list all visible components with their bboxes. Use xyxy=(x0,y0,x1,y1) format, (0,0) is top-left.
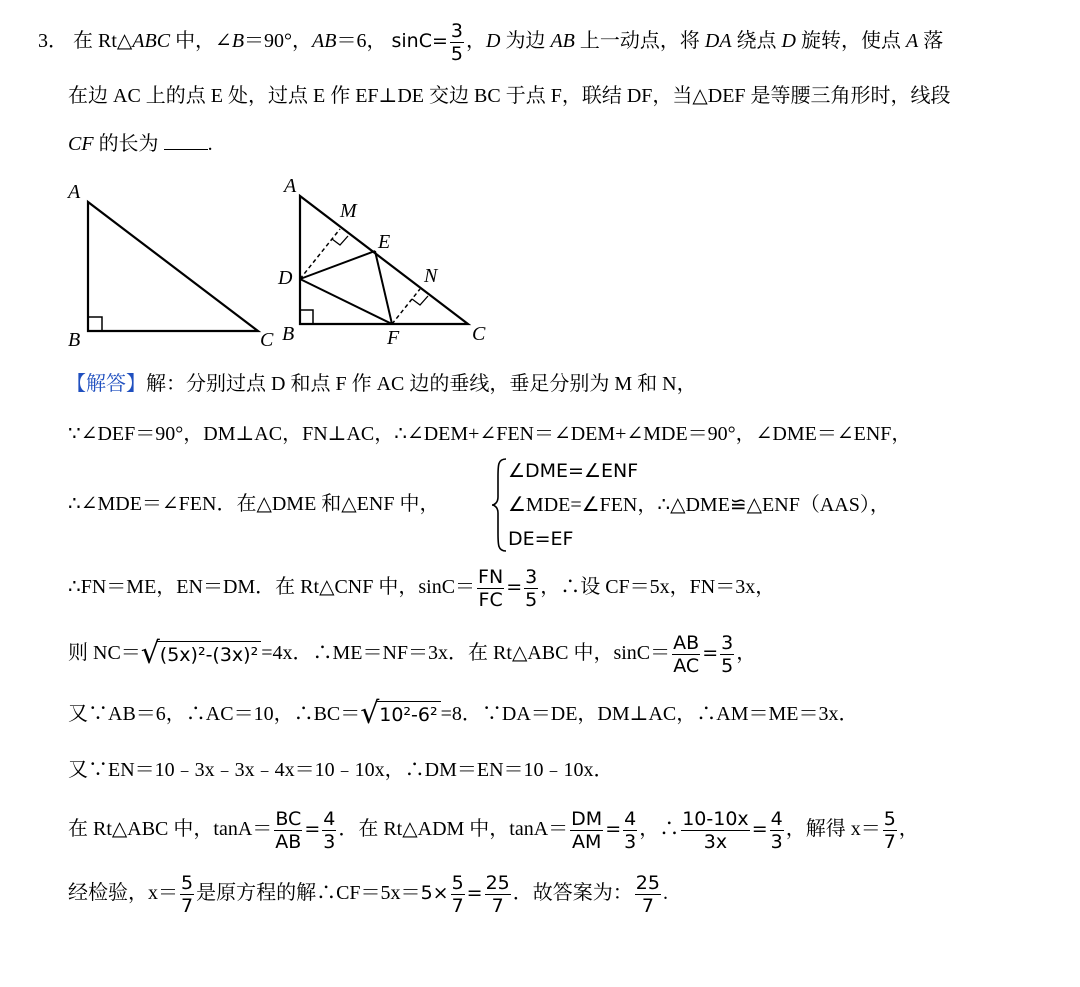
problem-line-1: 3． 在 Rt△ABC 中，∠B＝90°，AB＝6， sinC= $\frac{3}{5}$ ，D 为边 AB 上一动点，将 DA 绕点 D 旋转，使点 A 落 xyxy=(38,20,944,65)
solution-line-6: 又∵EN＝10﹣3x﹣3x﹣4x＝10﹣10x，∴DM＝EN＝10﹣10x． xyxy=(68,759,614,781)
solution-line-8: 经检验，x＝ $\frac{5}{7}$ 是原方程的解∴CF＝5x＝5× $\frac{5}{7}$ = $\frac{25}{7}$ ．故答案为： $\frac{25}{7}$ . xyxy=(68,872,668,917)
label2-B: B xyxy=(282,323,295,345)
solution-tag: 【解答】 xyxy=(66,373,146,395)
solution-line-7: 在 Rt△ABC 中，tanA＝ $\frac{BC}{AB}$ = $\frac{4}{3}$ ．在 Rt△ADM 中，tanA＝ $\frac{DM}{AM}$ = $\frac{4}{3}$ ，∴ $\frac{10-10x}{3x}$ = $\frac{4}{3}$ ，解得 x＝ $\frac{5}{7}$ ， xyxy=(68,808,919,853)
solution-line-4: 则 NC＝ √ (5x)²-(3x)² =4x．∴ME＝NF＝3x．在 Rt△ABC 中，sinC＝ $\frac{AB}{AC}$ = $\frac{3}{5}$ ， xyxy=(68,632,757,677)
problem-line-2: 在边 AC 上的点 E 处，过点 E 作 EF⊥DE 交边 BC 于点 F，联结 DF，当△DEF 是等腰三角形时，线段 xyxy=(68,85,951,107)
label-A: A xyxy=(68,181,81,203)
right-angle-mark xyxy=(88,317,102,331)
solution-line-5: 又∵AB＝6，∴AC＝10，∴BC＝ √ 10²-6² =8．∵DA＝DE，DM⊥AC，∴AM＝ME＝3x． xyxy=(68,696,859,732)
label-C: C xyxy=(260,329,274,351)
system-of-equations: ∠DME=∠ENF ∠MDE=∠FEN，∴△DME≌△ENF（AAS）， DE=EF xyxy=(508,460,890,550)
solution-intro: 【解答】解：分别过点 D 和点 F 作 AC 边的垂线，垂足分别为 M 和 N， xyxy=(66,373,697,395)
solution-line-2: ∴∠MDE＝∠FEN．在△DME 和△ENF 中， xyxy=(68,493,440,515)
label2-F: F xyxy=(387,327,400,349)
label2-D: D xyxy=(278,267,293,289)
label2-N: N xyxy=(424,265,438,287)
right-angle-M xyxy=(332,236,348,245)
sqrt-bc: √ 10²-6² xyxy=(360,701,440,729)
solution-line-3: ∴FN＝ME，EN＝DM．在 Rt△CNF 中，sinC＝ $\frac{FN}{FC}$ = $\frac{3}{5}$ ，∴设 CF＝5x，FN＝3x， xyxy=(68,566,776,611)
sinC-fraction: $\frac{3}{5}$ xyxy=(450,20,463,65)
label2-M: M xyxy=(340,200,357,222)
problem-line-3: CF 的长为 . xyxy=(68,133,213,155)
figure-triangle-def xyxy=(270,172,500,352)
right-angle-mark-b xyxy=(300,310,313,324)
solution-line-1: ∵∠DEF＝90°，DM⊥AC，FN⊥AC，∴∠DEM+∠FEN＝∠DEM+∠MDE＝90°，∠DME＝∠ENF， xyxy=(68,423,912,445)
answer-blank xyxy=(164,131,208,150)
figure-triangle-abc xyxy=(60,178,280,358)
segment-DF xyxy=(300,279,392,324)
triangle-abc-outline xyxy=(300,196,468,324)
sqrt-nc: √ (5x)²-(3x)² xyxy=(141,641,261,669)
label2-C: C xyxy=(472,323,486,345)
label2-A: A xyxy=(284,175,297,197)
system-brace xyxy=(490,457,510,553)
label-B: B xyxy=(68,329,81,351)
label2-E: E xyxy=(378,231,391,253)
triangle-abc-shape xyxy=(88,202,258,331)
segment-FN-dashed xyxy=(392,289,420,324)
segment-EF xyxy=(375,251,392,324)
right-angle-N xyxy=(412,296,428,305)
